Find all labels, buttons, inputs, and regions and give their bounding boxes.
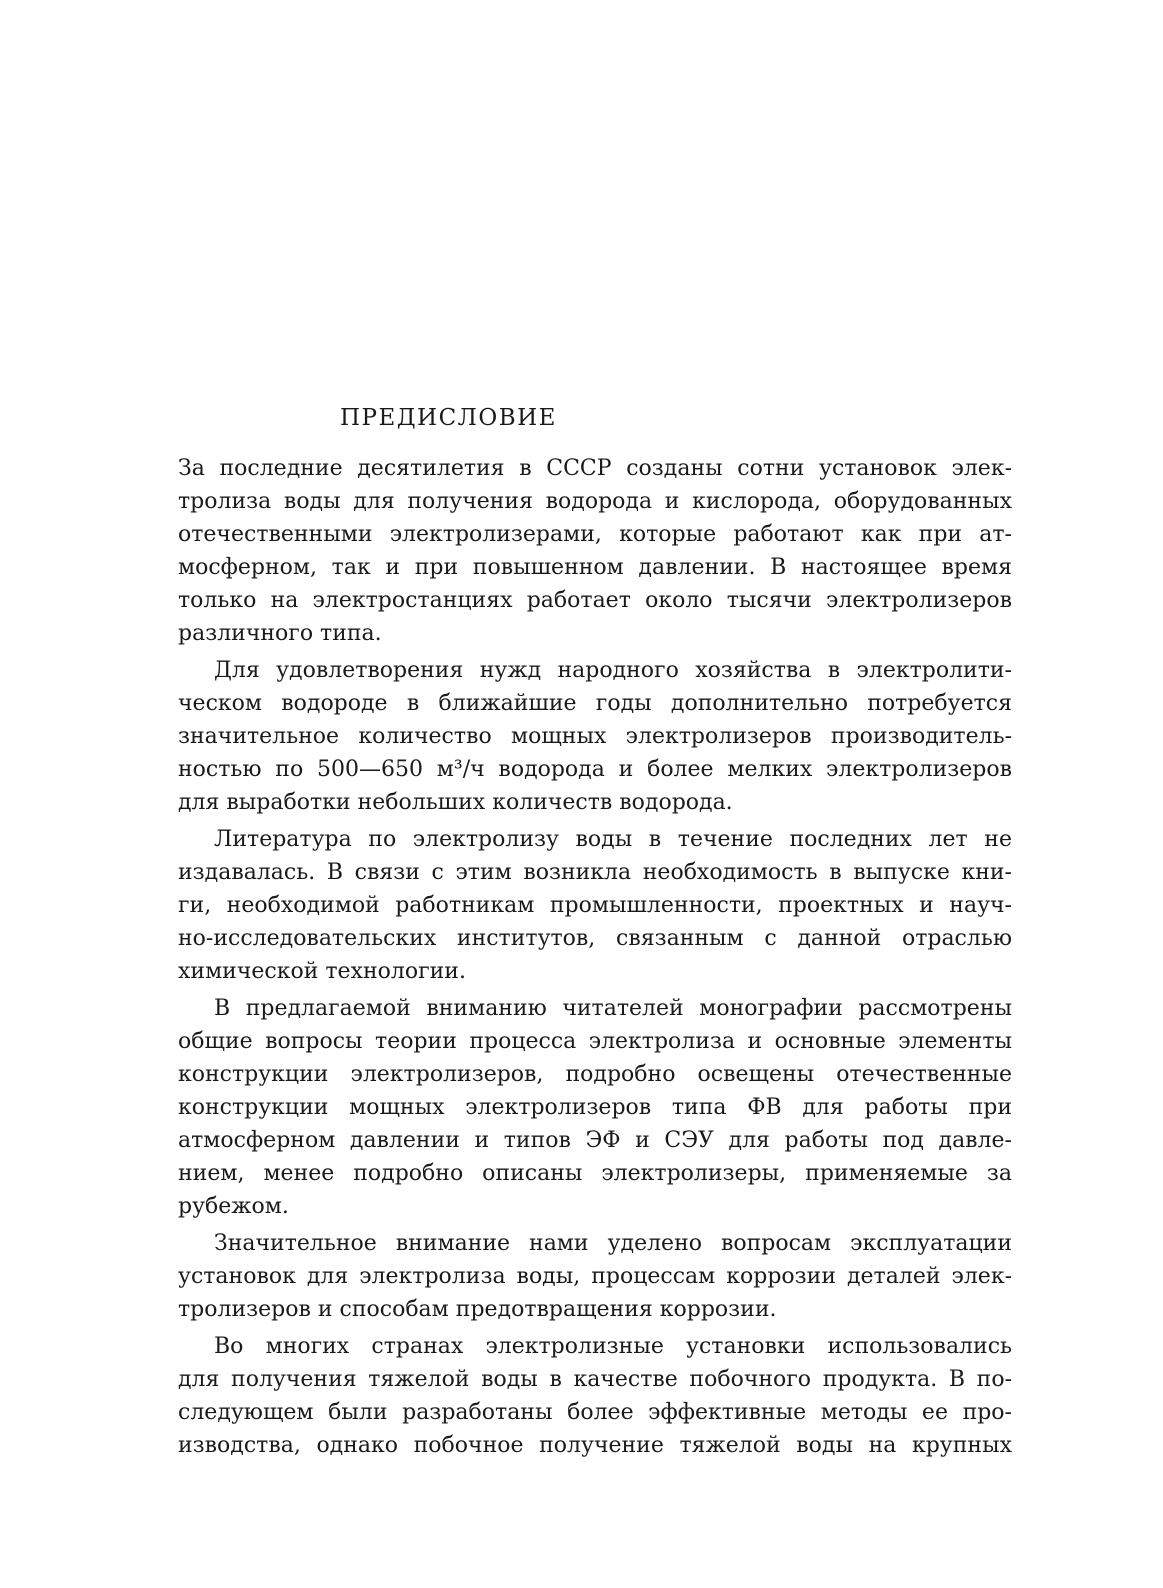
text-line: атмосферном давлении и типов ЭФ и СЭУ для работы под давле- xyxy=(178,1128,1012,1153)
text-line: Значительное внимание нами уделено вопросам эксплуатации xyxy=(214,1231,1012,1256)
text-line: значительное количество мощных электролизеров производитель- xyxy=(178,724,1012,749)
text-line: для выработки небольших количеств водорода. xyxy=(178,790,733,815)
text-line: тролиза воды для получения водорода и кислорода, оборудованных xyxy=(178,489,1012,514)
text-line: рубежом. xyxy=(178,1194,289,1219)
text-line: В предлагаемой вниманию читателей монографии рассмотрены xyxy=(214,996,1012,1021)
preface-body xyxy=(178,452,1012,1466)
text-line: издавалась. В связи с этим возникла необходимость в выпуске кни- xyxy=(178,860,1012,885)
text-line: За последние десятилетия в СССР созданы сотни установок элек- xyxy=(178,456,1012,481)
text-line: Литература по электролизу воды в течение последних лет не xyxy=(214,827,1012,852)
text-line: но-исследовательских институтов, связанным с данной отраслью xyxy=(178,926,1012,951)
text-line: ностью по 500—650 м³/ч водорода и более мелких электролизеров xyxy=(178,757,1012,782)
paragraph-1 xyxy=(178,452,1012,650)
text-line: ги, необходимой работникам промышленности, проектных и науч- xyxy=(178,893,1012,918)
text-line: тролизеров и способам предотвращения коррозии. xyxy=(178,1297,777,1322)
text-line: Для удовлетворения нужд народного хозяйства в электролити- xyxy=(214,658,1012,683)
text-line: изводства, однако побочное получение тяжелой воды на крупных xyxy=(178,1433,1012,1458)
text-line: различного типа. xyxy=(178,621,382,646)
text-line: установок для электролиза воды, процессам коррозии деталей элек- xyxy=(178,1264,1012,1289)
paragraph-4 xyxy=(178,992,1012,1223)
text-line: конструкции электролизеров, подробно освещены отечественные xyxy=(178,1062,1012,1087)
text-line: мосферном, так и при повышенном давлении. В настоящее время xyxy=(178,555,1012,580)
text-line: отечественными электролизерами, которые работают как при ат- xyxy=(178,522,1012,547)
paragraph-5 xyxy=(178,1227,1012,1326)
text-line: ческом водороде в ближайшие годы дополнительно потребуется xyxy=(178,691,1012,716)
text-line: следующем были разработаны более эффективные методы ее про- xyxy=(178,1400,1012,1425)
text-line: для получения тяжелой воды в качестве побочного продукта. В по- xyxy=(178,1367,1012,1392)
paragraph-6 xyxy=(178,1330,1012,1462)
text-line: химической технологии. xyxy=(178,959,466,984)
text-line: общие вопросы теории процесса электролиза и основные элементы xyxy=(178,1029,1012,1054)
paragraph-3 xyxy=(178,823,1012,988)
text-line: Во многих странах электролизные установки использовались xyxy=(214,1334,1012,1359)
paragraph-2 xyxy=(178,654,1012,819)
text-line: нием, менее подробно описаны электролизеры, применяемые за xyxy=(178,1161,1012,1186)
text-line: только на электростанциях работает около тысячи электролизеров xyxy=(178,588,1012,613)
text-line: конструкции мощных электролизеров типа ФВ для работы при xyxy=(178,1095,1012,1120)
page-title: ПРЕДИСЛОВИЕ xyxy=(340,405,557,432)
